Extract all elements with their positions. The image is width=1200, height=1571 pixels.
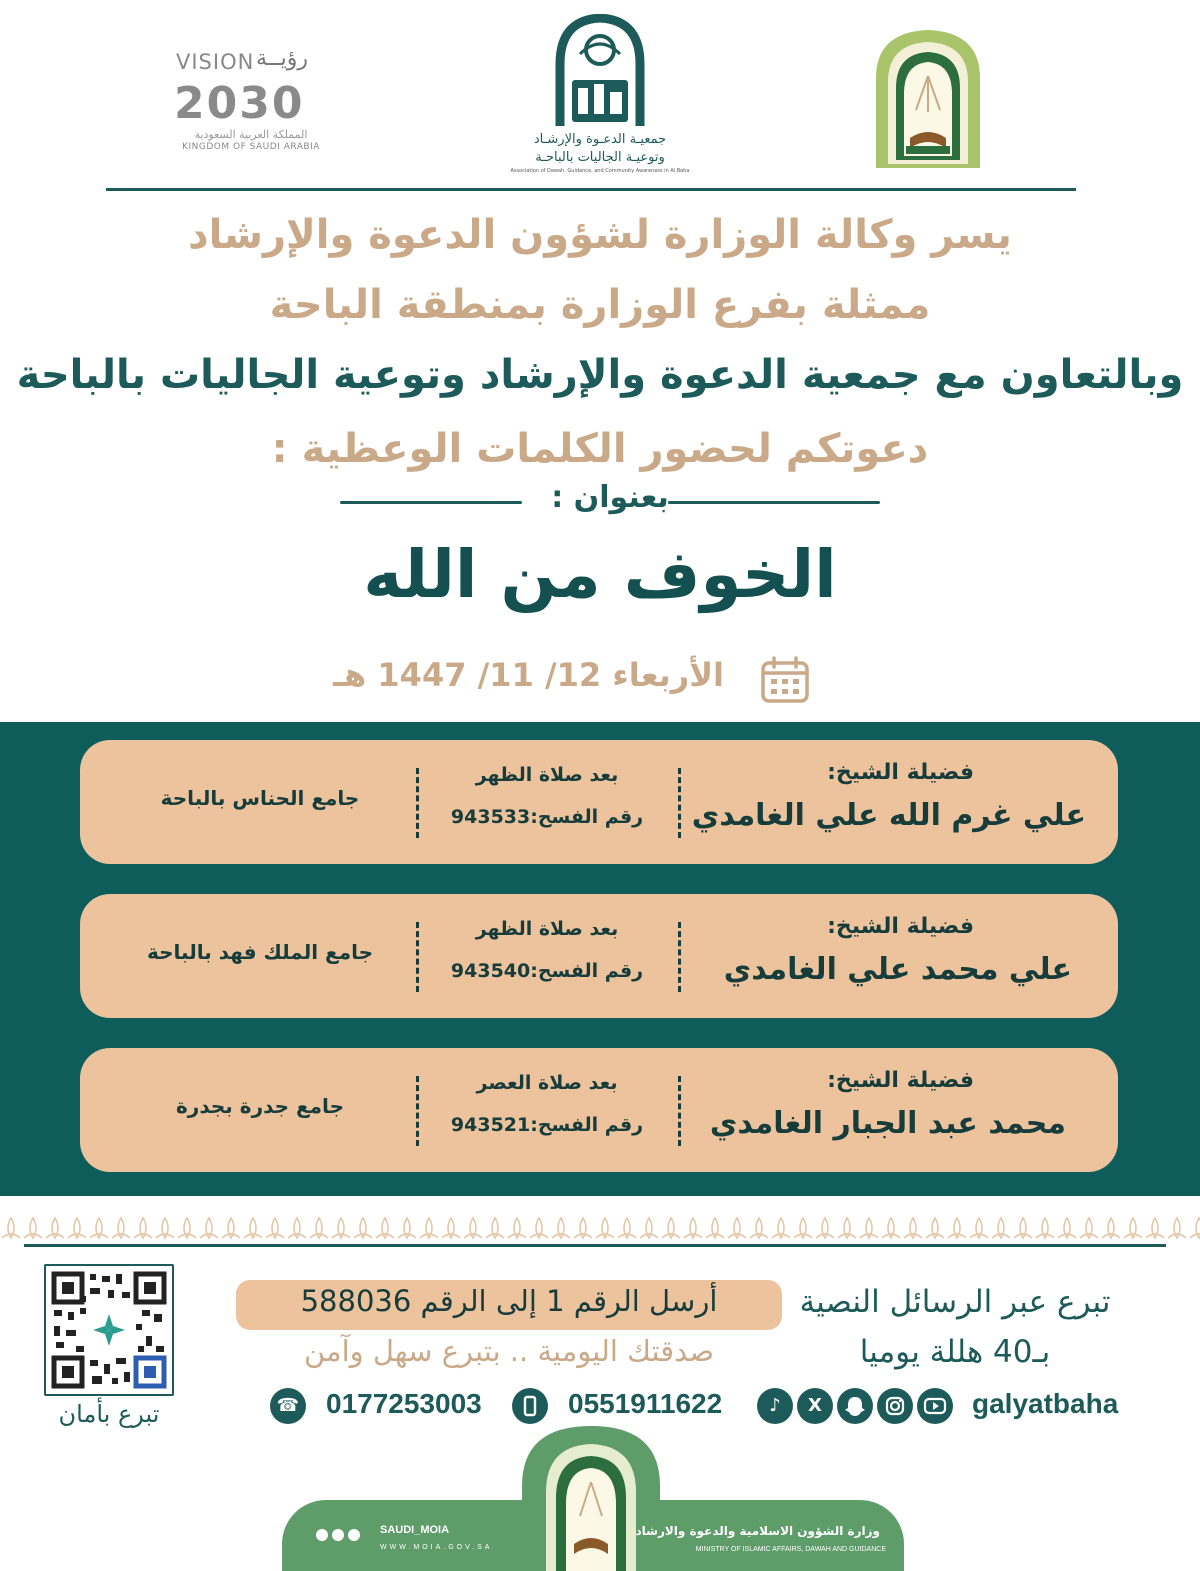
footer-youtube-icon (316, 1529, 328, 1541)
footer-facebook-icon (348, 1529, 360, 1541)
lecture-time: بعد صلاة الظهر (475, 764, 619, 786)
lecture-date: الأربعاء 12/ 11/ 1447 هـ (333, 656, 724, 694)
card-divider (678, 768, 681, 838)
landline-number[interactable]: 0177253003 (326, 1388, 482, 1419)
mobile-number[interactable]: 0551911622 (568, 1388, 723, 1419)
footer-website[interactable]: WWW.MOIA.GOV.SA (380, 1544, 493, 1551)
youtube-icon[interactable] (917, 1388, 953, 1424)
footer-ministry-en: MINISTRY OF ISLAMIC AFFAIRS, DAWAH AND GUIDANCE (695, 1546, 886, 1553)
lecture-card (80, 1048, 1118, 1172)
qr-code-icon (46, 1266, 172, 1394)
bottom-divider (24, 1244, 1166, 1247)
x-icon[interactable]: X (797, 1388, 833, 1424)
titled-label: بعنوان : (551, 480, 669, 515)
donate-amount: بـ40 هللة يوميا (859, 1334, 1051, 1370)
tiktok-icon[interactable]: ♪ (757, 1388, 793, 1424)
footer-ministry-emblem-icon (522, 1426, 660, 1571)
invitation-line1: يسر وكالة الوزارة لشؤون الدعوة والإرشاد (188, 212, 1012, 258)
permit-number: رقم الفسح:943540 (450, 960, 644, 982)
vision-year: 2030 (174, 78, 305, 129)
association-name-en: Association of Dawah, Guidance, and Community Awareness in Al Baha (510, 168, 690, 174)
lecture-time: بعد صلاة العصر (476, 1072, 618, 1094)
lecture-title: الخوف من الله (363, 536, 837, 613)
social-handle[interactable]: galyatbaha (972, 1388, 1119, 1419)
sheikh-name: علي محمد علي الغامدي (723, 952, 1072, 987)
footer-ministry-ar: وزارة الشؤون الاسلامية والدعوة والارشاد (635, 1524, 880, 1538)
invitation-line3: وبالتعاون مع جمعية الدعوة والإرشاد وتوعية الجاليات بالباحة (16, 352, 1184, 398)
permit-number: رقم الفسح:943521 (450, 1114, 644, 1136)
lecture-time: بعد صلاة الظهر (475, 918, 619, 940)
permit-number: رقم الفسح:943533 (450, 806, 644, 828)
ministry-emblem-icon (872, 28, 984, 170)
snapchat-icon[interactable] (837, 1388, 873, 1424)
calendar-icon (760, 656, 810, 704)
ministry-logo (872, 28, 984, 170)
mosque-name: جامع الحناس بالباحة (160, 786, 360, 810)
daily-donation-text: صدقتك اليومية .. بتبرع سهل وآمن (303, 1334, 715, 1368)
sheikh-name: علي غرم الله علي الغامدي (691, 798, 1086, 833)
lecture-card (80, 740, 1118, 864)
ornament-strip-icon (0, 1208, 1200, 1248)
qr-caption: تبرع بأمان (58, 1400, 160, 1428)
association-logo (510, 14, 690, 178)
card-divider (416, 1076, 419, 1146)
mosque-name: جامع جدرة بجدرة (176, 1094, 344, 1118)
invitation-line2: ممثلة بفرع الوزارة بمنطقة الباحة (269, 282, 931, 328)
vision-word: VISION (176, 50, 255, 74)
lectures-band (0, 722, 1200, 1196)
vision-word-ar: رؤيــة (256, 46, 309, 71)
instagram-icon[interactable] (877, 1388, 913, 1424)
titled-row (340, 480, 880, 524)
phone-icon: ☎ (270, 1388, 306, 1424)
lecture-card (80, 894, 1118, 1018)
kingdom-ar: المملكة العربية السعودية (194, 128, 308, 141)
donation-qr-code[interactable] (44, 1264, 174, 1396)
association-emblem-icon (510, 14, 690, 130)
sms-instruction: أرسل الرقم 1 إلى الرقم 588036 (300, 1284, 718, 1318)
card-divider (678, 1076, 681, 1146)
sheikh-label: فضيلة الشيخ: (827, 1068, 974, 1093)
mobile-icon (512, 1388, 548, 1424)
card-divider (678, 922, 681, 992)
date-row (333, 652, 840, 708)
mosque-name: جامع الملك فهد بالباحة (146, 940, 373, 964)
sheikh-label: فضيلة الشيخ: (827, 914, 974, 939)
footer-social-handle: SAUDI_MOIA (380, 1524, 450, 1536)
association-name-line2: وتوعيـة الجاليات بالباحـة (535, 150, 665, 165)
association-name-line1: جمعيـة الدعـوة والإرشـاد (533, 132, 667, 147)
card-divider (416, 768, 419, 838)
card-divider (416, 922, 419, 992)
sheikh-label: فضيلة الشيخ: (827, 760, 974, 785)
sheikh-name: محمد عبد الجبار الغامدي (709, 1106, 1066, 1141)
vision-2030-logo (168, 44, 338, 154)
donate-sms-title: تبرع عبر الرسائل النصية (799, 1284, 1111, 1320)
footer-instagram-icon (332, 1529, 344, 1541)
invitation-line4: دعوتكم لحضور الكلمات الوعظية : (271, 426, 929, 472)
header-divider (106, 188, 1076, 191)
kingdom-en: KINGDOM OF SAUDI ARABIA (182, 142, 320, 152)
